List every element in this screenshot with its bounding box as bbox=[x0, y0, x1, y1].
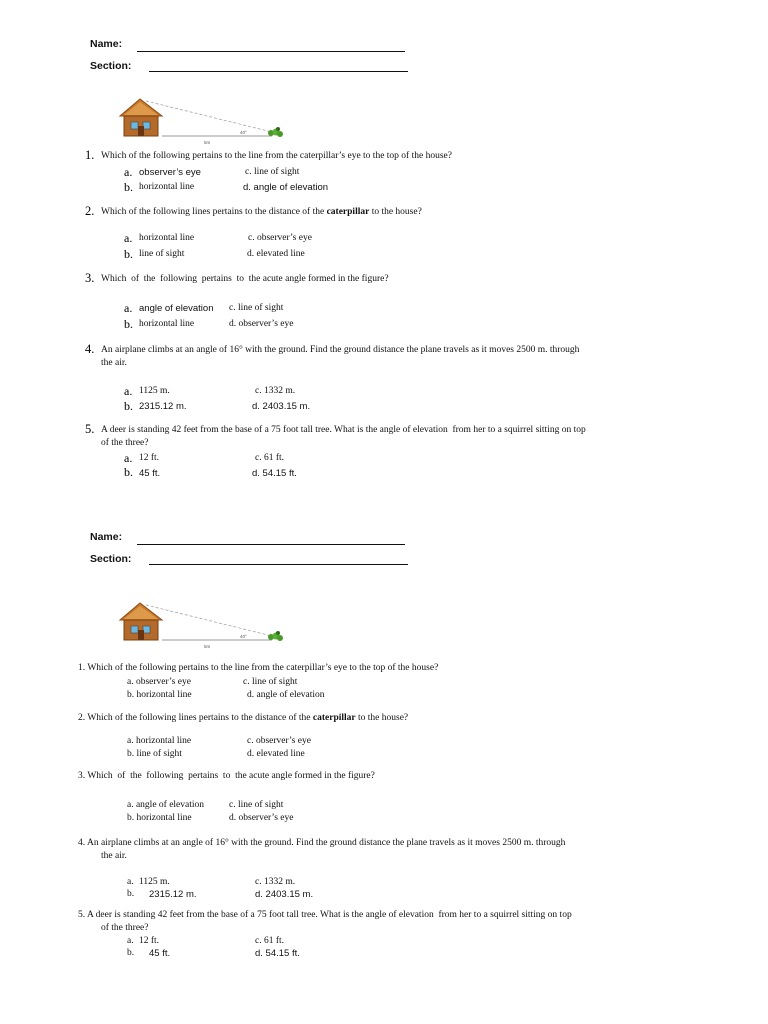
house-icon bbox=[120, 99, 162, 136]
section-label: Section: bbox=[90, 553, 132, 565]
option-text: d. angle of elevation bbox=[247, 690, 325, 700]
question-text: 1. Which of the following pertains to the line from the caterpillar’s eye to the top of the house? bbox=[78, 663, 439, 673]
option-text: c. observer’s eye bbox=[247, 736, 311, 746]
option-text: d. elevated line bbox=[247, 249, 305, 259]
option-text: d. observer’s eye bbox=[229, 813, 294, 823]
option-text: a. angle of elevation bbox=[127, 800, 205, 810]
name-field-line[interactable] bbox=[137, 51, 405, 52]
angle-label: 40° bbox=[240, 130, 247, 135]
option-letter: a. bbox=[124, 165, 133, 179]
option-text: c. 1332 m. bbox=[255, 386, 296, 396]
option-text: d. angle of elevation bbox=[243, 182, 329, 193]
option-text: 12 ft. bbox=[139, 936, 160, 946]
caterpillar-icon bbox=[268, 127, 283, 137]
house-caterpillar-figure bbox=[116, 96, 291, 146]
option-text: angle of elevation bbox=[139, 303, 214, 314]
section-field-line[interactable] bbox=[149, 564, 408, 565]
option-text: b. horizontal line bbox=[127, 690, 192, 700]
option-text: d. 54.15 ft. bbox=[255, 948, 300, 959]
section-field-line[interactable] bbox=[149, 71, 408, 72]
option-text: 1125 m. bbox=[139, 386, 170, 396]
option-text: c. observer’s eye bbox=[248, 233, 312, 243]
option-text: horizontal line bbox=[139, 233, 195, 243]
question-text: the air. bbox=[101, 358, 127, 368]
option-text: 2315.12 m. bbox=[149, 889, 197, 900]
question-number: 1. bbox=[85, 148, 95, 162]
question-text: Which of the following lines pertains to the distance of the caterpillar to the house? bbox=[101, 207, 422, 217]
question-text: the air. bbox=[101, 851, 127, 861]
option-letter: a. bbox=[124, 451, 133, 465]
option-text: d. 2403.15 m. bbox=[252, 401, 311, 412]
option-text: horizontal line bbox=[139, 182, 195, 192]
name-label: Name: bbox=[90, 531, 123, 543]
option-text: c. 1332 m. bbox=[255, 877, 296, 887]
option-letter: b. bbox=[124, 399, 133, 413]
question-text: 5. A deer is standing 42 feet from the base of a 75 foot tall tree. What is the angle of elevation from her to a squirrel sitting on top bbox=[78, 910, 572, 920]
option-text: observer’s eye bbox=[139, 167, 201, 178]
option-text: c. line of sight bbox=[229, 800, 284, 810]
option-text: c. line of sight bbox=[243, 677, 298, 687]
option-letter: a. bbox=[127, 877, 134, 887]
option-text: b. line of sight bbox=[127, 749, 182, 759]
question-text: 3. Which of the following pertains to the acute angle formed in the figure? bbox=[78, 771, 375, 781]
name-label: Name: bbox=[90, 38, 123, 50]
option-letter: b. bbox=[124, 247, 133, 261]
option-text: d. elevated line bbox=[247, 749, 305, 759]
option-letter: a. bbox=[124, 231, 133, 245]
distance-label: 5m bbox=[204, 140, 211, 145]
option-letter: b. bbox=[127, 889, 135, 899]
question-number: 3. bbox=[85, 271, 95, 285]
option-text: b. horizontal line bbox=[127, 813, 192, 823]
question-text: Which of the following pertains to the line from the caterpillar’s eye to the top of the house? bbox=[101, 151, 452, 161]
option-text: 2315.12 m. bbox=[139, 401, 187, 412]
distance-label: 5m bbox=[204, 644, 211, 649]
line-of-sight bbox=[146, 101, 272, 132]
option-text: c. 61 ft. bbox=[255, 936, 285, 946]
question-number: 5. bbox=[85, 422, 95, 436]
option-text: c. line of sight bbox=[245, 167, 300, 177]
option-text: 12 ft. bbox=[139, 453, 160, 463]
option-text: d. 54.15 ft. bbox=[252, 468, 297, 479]
option-text: c. line of sight bbox=[229, 303, 284, 313]
caterpillar-icon bbox=[268, 631, 283, 641]
option-text: d. 2403.15 m. bbox=[255, 889, 314, 900]
house-icon bbox=[120, 603, 162, 640]
option-letter: a. bbox=[124, 384, 133, 398]
option-text: c. 61 ft. bbox=[255, 453, 285, 463]
question-text: 2. Which of the following lines pertains to the distance of the caterpillar to the house? bbox=[78, 713, 409, 723]
section-label: Section: bbox=[90, 60, 132, 72]
option-letter: b. bbox=[127, 948, 135, 958]
name-field-line[interactable] bbox=[137, 544, 405, 545]
question-text: Which of the following pertains to the acute angle formed in the figure? bbox=[101, 274, 389, 284]
question-number: 4. bbox=[85, 342, 95, 356]
question-number: 2. bbox=[85, 204, 95, 218]
house-caterpillar-figure bbox=[116, 600, 291, 650]
question-text: 4. An airplane climbs at an angle of 16° with the ground. Find the ground distance the plane travels as it moves 2500 m. through bbox=[78, 838, 566, 848]
option-letter: a. bbox=[124, 301, 133, 315]
option-text: a. observer’s eye bbox=[127, 677, 191, 687]
option-text: line of sight bbox=[139, 249, 185, 259]
option-text: 45 ft. bbox=[149, 948, 171, 959]
option-letter: b. bbox=[124, 180, 133, 194]
question-text: A deer is standing 42 feet from the base of a 75 foot tall tree. What is the angle of elevation from her to a squirrel sitting on top bbox=[101, 425, 586, 435]
line-of-sight bbox=[146, 605, 272, 636]
option-text: a. horizontal line bbox=[127, 736, 192, 746]
question-text: of the three? bbox=[101, 438, 149, 448]
option-letter: b. bbox=[124, 317, 133, 331]
question-text: of the three? bbox=[101, 923, 149, 933]
angle-label: 40° bbox=[240, 634, 247, 639]
question-text: An airplane climbs at an angle of 16° with the ground. Find the ground distance the plane travels as it moves 2500 m. through bbox=[101, 345, 580, 355]
option-text: horizontal line bbox=[139, 319, 195, 329]
option-text: 45 ft. bbox=[139, 468, 161, 479]
option-letter: b. bbox=[124, 465, 133, 479]
option-letter: a. bbox=[127, 936, 134, 946]
option-text: 1125 m. bbox=[139, 877, 170, 887]
option-text: d. observer’s eye bbox=[229, 319, 294, 329]
